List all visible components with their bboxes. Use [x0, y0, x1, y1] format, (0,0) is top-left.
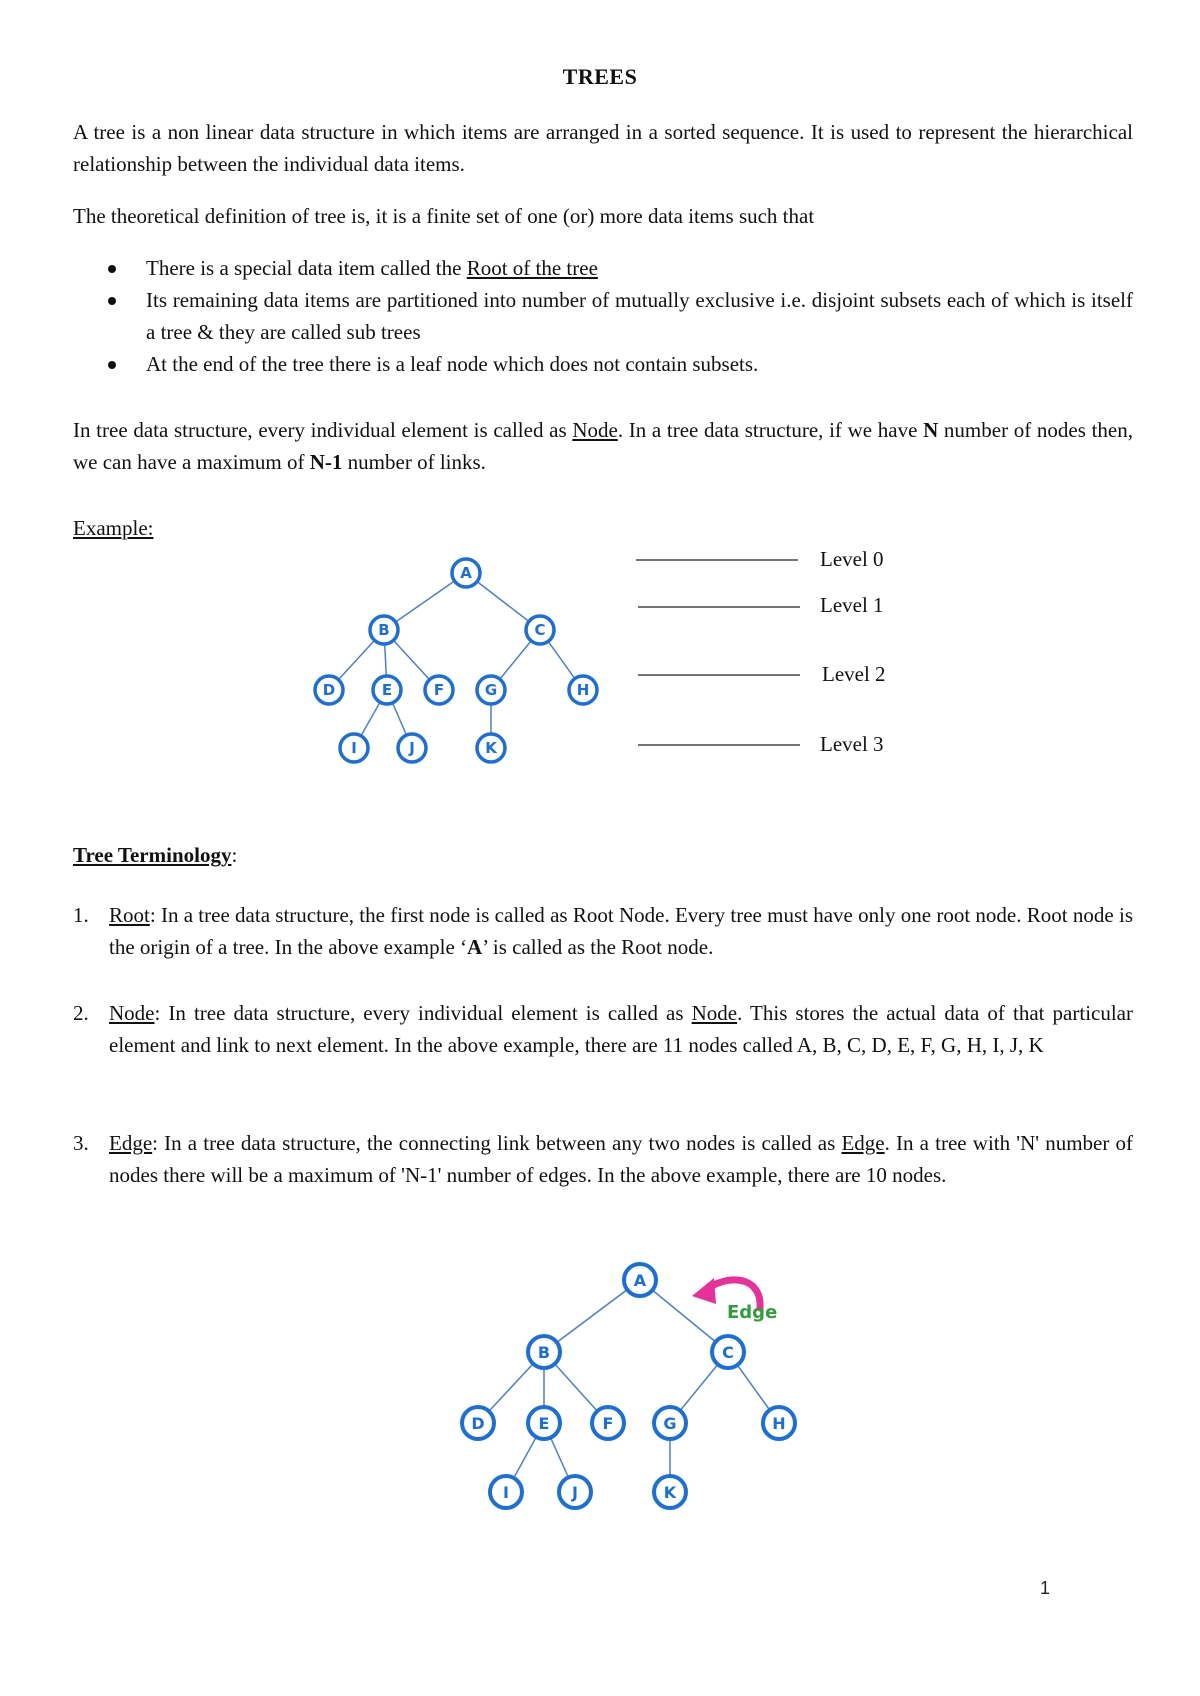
bullet-dot [108, 265, 116, 273]
term-node: 2. Node: In tree data structure, every individual element is called as Node. This stores the actual data of that particular element and link to next element. In the above example, there are 11 nodes called A, B, C, D, E, F, G, H, I, J, K [73, 997, 1133, 1061]
term-root-word: Root [109, 903, 150, 927]
node-term: Node [572, 418, 618, 442]
edge-a-b [544, 1280, 640, 1352]
bullet-item: There is a special data item called the Root of the tree [73, 252, 1133, 284]
node-links-paragraph: In tree data structure, every individual element is called as Node. In a tree data structure, if we have N number of nodes then, we can have a maximum of N-1 number of links. [73, 418, 1133, 474]
node-label-h: H [772, 1414, 786, 1433]
node-label-e: E [381, 681, 393, 699]
tree-diagram-levels [0, 540, 1200, 780]
terminology-heading: Tree Terminology: [73, 843, 238, 867]
node-label-i: I [503, 1483, 509, 1502]
node-label-k: K [485, 739, 497, 757]
bullet-item: At the end of the tree there is a leaf node which does not contain subsets. [73, 348, 1133, 380]
term-root: 1. Root: In a tree data structure, the first node is called as Root Node. Every tree must have only one root node. Root node is the origin of a tree. In the above example ‘A’ is called as the Root node. [73, 899, 1133, 963]
node-label-i: I [351, 739, 357, 757]
node-label-h: H [576, 681, 590, 699]
root-of-tree-term: Root of the tree [466, 256, 598, 280]
tree-nodes [315, 559, 597, 762]
node-label-a: A [460, 564, 472, 582]
node-label-f: F [602, 1414, 614, 1433]
node-label-b: B [537, 1343, 551, 1362]
term-number: 3. [73, 1131, 89, 1155]
node-label-g: G [484, 681, 498, 699]
page-number: 1 [1040, 1578, 1051, 1598]
level-label-1: Level 1 [820, 593, 884, 617]
node-label-j: J [409, 739, 415, 757]
term-number: 2. [73, 1001, 89, 1025]
term-node-word: Node [109, 1001, 155, 1025]
definition-bullets [73, 252, 1133, 380]
edge-label: Edge [727, 1302, 778, 1323]
node-label-j: J [572, 1483, 578, 1502]
level-label-2: Level 2 [822, 662, 886, 686]
level-label-0: Level 0 [820, 547, 884, 571]
node-label-f: F [433, 681, 445, 699]
level-lines [636, 560, 800, 745]
node-label-c: C [534, 621, 546, 639]
bullet-dot [108, 361, 116, 369]
bullet-item: Its remaining data items are partitioned into number of mutually exclusive i.e. disjoint subsets each of which is itself a tree & they are called sub trees [73, 284, 1133, 348]
example-label: Example: [73, 516, 154, 540]
term-edge: 3. Edge: In a tree data structure, the connecting link between any two nodes is called as Edge. In a tree with 'N' number of nodes there will be a maximum of 'N-1' number of edges. In the above example, there are 10 nodes. [73, 1127, 1133, 1191]
node-label-d: D [322, 681, 336, 699]
term-edge-word: Edge [109, 1131, 153, 1155]
level-labels [820, 547, 886, 756]
tree-diagram-edge [0, 1250, 1200, 1520]
page-title: TREES [562, 64, 638, 89]
bullet-dot [108, 297, 116, 305]
intro-paragraph: A tree is a non linear data structure in which items are arranged in a sorted sequence. It is used to represent the hierarchical relationship between the individual data items. [73, 120, 1133, 176]
node-label-g: G [663, 1414, 677, 1433]
definition-paragraph: The theoretical definition of tree is, it is a finite set of one (or) more data items such that [73, 204, 815, 228]
node-label-c: C [722, 1343, 734, 1362]
tree-node-labels [323, 564, 590, 757]
term-number: 1. [73, 903, 89, 927]
node-label-b: B [378, 621, 390, 639]
node-label-e: E [538, 1414, 550, 1433]
tree-edges [329, 573, 583, 748]
node-label-a: A [633, 1271, 647, 1290]
level-label-3: Level 3 [820, 732, 884, 756]
node-label-k: K [663, 1483, 677, 1502]
node-label-d: D [471, 1414, 485, 1433]
